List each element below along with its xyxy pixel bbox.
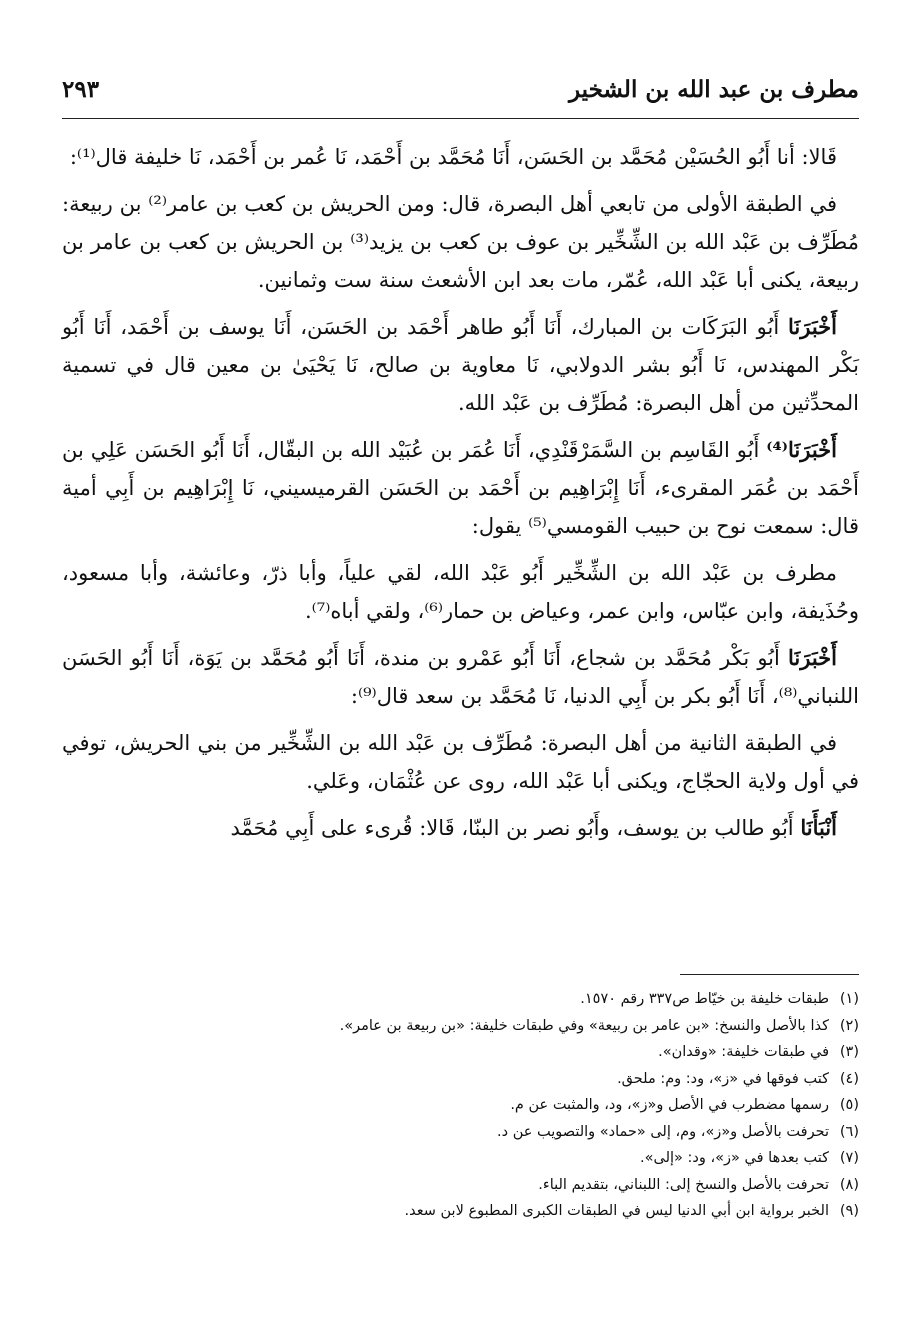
paragraph-lead: أَنْبَأَنَا — [800, 815, 837, 840]
footnote-number: (٢) — [839, 1017, 859, 1034]
paragraph-text: أَبُو بَكْر مُحَمَّد بن شجاع، أَنَا أَبُو عَمْرو بن مندة، أَنَا أَبُو مُحَمَّد بن يَوَة، أَنَا أَبُو الحَسَن اللنباني⁽⁸⁾، أَنَا أَبُو بكر بن أَبِي الدنيا، نَا مُحَمَّد بن سعد قال⁽⁹⁾: — [62, 646, 859, 708]
paragraph-text: أَبُو القَاسِم بن السَّمَرْقَنْدِي، أَنَا عُمَر بن عُبَيْد الله بن البقّال، أَنَا أَبُو الحَسَن عَلِي بن أَحْمَد بن عُمَر المقرىء، أَنَا إِبْرَاهِيم بن أَحْمَد بن الحَسَن القرميسيني، نَا إِبْرَاهِيم بن أَبِي أمية قال: سمعت نوح بن حبيب القومسي⁽⁵⁾ يقول: — [62, 438, 859, 538]
running-title: مطرف بن عبد الله بن الشخير — [568, 76, 859, 103]
footnote-text: كتب فوقها في «ز»، ود: وم: ملحق. — [617, 1070, 829, 1087]
paragraph-text: في الطبقة الأولى من تابعي أهل البصرة، قال: ومن الحريش بن كعب بن عامر⁽²⁾ بن ربيعة: مُطَرِّف بن عَبْد الله بن الشِّخِّير بن عوف بن كعب بن يزيد⁽³⁾ بن الحريش بن كعب بن عامر بن ربيعة، يكنى أبا عَبْد الله، عُمّر، مات بعد ابن الأشعث سنة ست وثمانين. — [62, 192, 859, 292]
paragraph-lead: أَخْبَرَنَا⁽⁴⁾ — [766, 437, 837, 462]
paragraph-5 — [62, 554, 859, 630]
footnote-number: (٥) — [839, 1097, 859, 1113]
paragraph-1 — [62, 138, 859, 176]
paragraph-lead: أَخْبَرَنَا — [788, 645, 837, 670]
main-text — [62, 138, 859, 856]
footnote-text: الخبر برواية ابن أبي الدنيا ليس في الطبقات الكبرى المطبوع لابن سعد. — [404, 1203, 829, 1219]
footnote-text: كذا بالأصل والنسخ: «بن عامر بن ربيعة» وفي طبقات خليفة: «بن ربيعة بن عامر». — [339, 1017, 829, 1034]
paragraph-text: قَالا: أنا أَبُو الحُسَيْن مُحَمَّد بن الحَسَن، أَنَا مُحَمَّد بن أَحْمَد، نَا عُمر بن أَحْمَد، نَا خليفة قال⁽¹⁾: — [69, 145, 837, 169]
paragraph-text: أَبُو البَرَكَات بن المبارك، أَنَا أَبُو طاهر أَحْمَد بن الحَسَن، أَنَا يوسف بن أَحْمَد، أَنَا أَبُو بَكْر المهندس، نَا أَبُو بشر الدولابي، نَا معاوية بن صالح، نَا يَحْيَىٰ بن معين قال في تسمية المحدِّثين من أهل البصرة: مُطَرِّف بن عَبْد الله. — [62, 315, 859, 415]
page-number: ٢٩٣ — [62, 76, 100, 103]
footnote-7 — [62, 1145, 859, 1172]
footnote-rule — [680, 974, 859, 975]
footnote-3 — [62, 1039, 859, 1066]
footnote-number: (٦) — [839, 1123, 859, 1140]
header-rule — [62, 118, 859, 119]
footnote-number: (٧) — [839, 1150, 859, 1166]
footnote-5 — [62, 1092, 859, 1119]
footnote-text: طبقات خليفة بن خيّاط ص٣٣٧ رقم ١٥٧٠. — [580, 991, 829, 1007]
footnote-number: (٩) — [839, 1203, 859, 1219]
footnote-8 — [62, 1172, 859, 1199]
footnote-text: تحرفت بالأصل و«ز»، وم، إلى «حماد» والتصويب عن د. — [497, 1123, 829, 1140]
paragraph-text: مطرف بن عَبْد الله بن الشِّخِّير أَبُو عَبْد الله، لقي علياً، وأبا ذرّ، وعائشة، وأبا مسعود، وحُذَيفة، وابن عبّاس، وابن عمر، وعياض بن حمار⁽⁶⁾، ولقي أباه⁽⁷⁾. — [62, 561, 859, 623]
paragraph-3 — [62, 308, 859, 422]
paragraph-lead: أَخْبَرَنَا — [788, 314, 837, 339]
paragraph-6 — [62, 639, 859, 715]
footnote-1 — [62, 986, 859, 1013]
paragraph-text: أَبُو طالب بن يوسف، وأَبُو نصر بن البنّا، قَالا: قُرىء على أَبِي مُحَمَّد — [230, 816, 801, 840]
footnote-number: (٤) — [839, 1070, 859, 1087]
footnote-6 — [62, 1119, 859, 1146]
paragraph-4 — [62, 431, 859, 545]
footnote-text: رسمها مضطرب في الأصل و«ز»، ود، والمثبت عن م. — [510, 1097, 829, 1113]
footnote-9 — [62, 1198, 859, 1225]
footnote-text: كتب بعدها في «ز»، ود: «إلى». — [640, 1150, 829, 1166]
footnote-4 — [62, 1066, 859, 1093]
paragraph-text: في الطبقة الثانية من أهل البصرة: مُطَرِّف بن عَبْد الله بن الشِّخِّير من بني الحريش، توفي في أول ولاية الحجّاج، ويكنى أبا عَبْد الله، روى عن عُثْمَان، وعَلي. — [62, 731, 859, 793]
page-header — [62, 70, 859, 114]
paragraph-8 — [62, 809, 859, 847]
footnotes — [62, 986, 859, 1225]
footnote-text: تحرفت بالأصل والنسخ إلى: اللبناني، بتقديم الباء. — [538, 1176, 829, 1193]
paragraph-7 — [62, 724, 859, 800]
footnote-text: في طبقات خليفة: «وقدان». — [658, 1044, 829, 1060]
footnote-number: (١) — [839, 991, 859, 1007]
footnote-number: (٣) — [839, 1044, 859, 1060]
footnote-number: (٨) — [839, 1176, 859, 1193]
footnote-2 — [62, 1013, 859, 1040]
paragraph-2 — [62, 185, 859, 299]
